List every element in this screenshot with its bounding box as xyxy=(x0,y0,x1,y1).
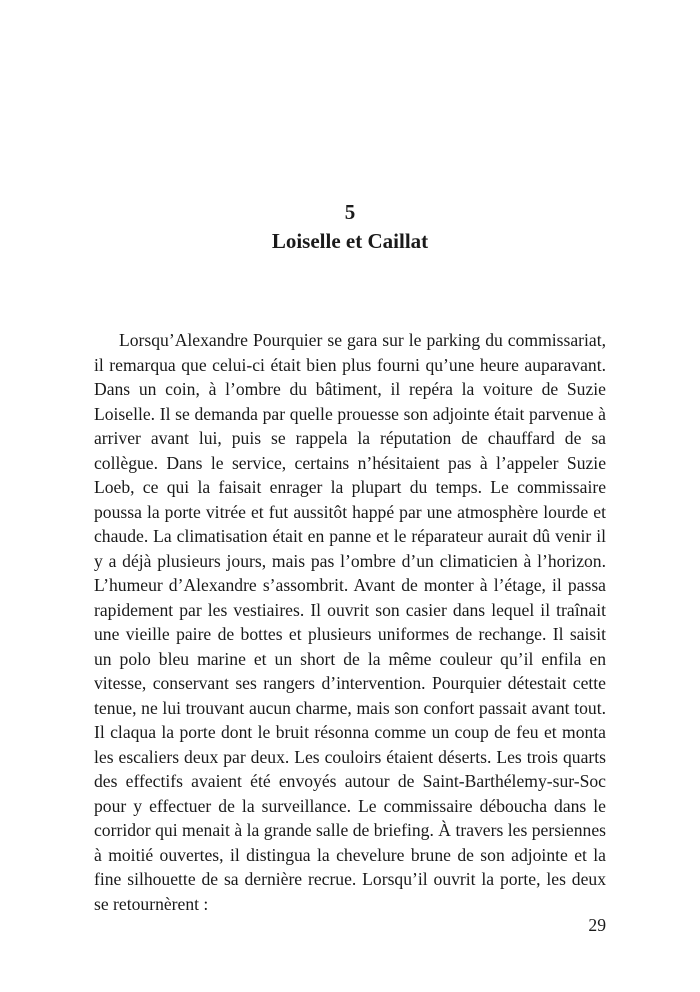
page-number: 29 xyxy=(588,915,606,935)
chapter-title: Loiselle et Caillat xyxy=(271,229,429,253)
body-paragraph: Lorsqu’Alexandre Pourquier se gara sur le parking du commissariat, il remarqua que celui-ci était bien plus fourni qu’une heure auparavant. Dans un coin, à l’ombre du bâtiment, il repéra la voiture de Suzie Loiselle. Il se demanda par quelle prouesse son adjointe était parvenue à arriver avant lui, puis se rappela la réputation de chauffard de sa collègue. Dans le service, certains n’hésitaient pas à l’appeler Suzie Loeb, ce qui la faisait enrager la plupart du temps. Le commissaire poussa la porte vitrée et fut aussitôt happé par une atmosphère lourde et chaude. La climatisation était en panne et le réparateur aurait dû venir il y a déjà plusieurs jours, mais pas l’ombre d’un climaticien à l’horizon. L’humeur d’Alexandre s’assombrit. Avant de monter à l’étage, il passa rapidement par les vestiaires. Il ouvrit son casier dans lequel il traînait une vieille paire de bottes et plusieurs uniformes de rechange. Il saisit un polo bleu marine et un short de la même couleur qu’il enfila en vitesse, conservant ses rangers d’intervention. Pourquier détestait cette tenue, ne lui trouvant aucun charme, mais son confort passait avant tout. Il claqua la porte dont le bruit résonna comme un coup de feu et monta les escaliers deux par deux. Les couloirs étaient déserts. Les trois quarts des effectifs avaient été envoyés autour de Saint-Barthélemy-sur-Soc pour y effectuer de la surveillance. Le commissaire déboucha dans le corridor qui menait à la grande salle de briefing. À travers les persiennes à moitié ouvertes, il distingua la chevelure brune de son adjointe et la fine silhouette de sa dernière recrue. Lorsqu’il ouvrit la porte, les deux se retournèrent : xyxy=(94,330,606,914)
chapter-number: 5 xyxy=(344,200,356,224)
